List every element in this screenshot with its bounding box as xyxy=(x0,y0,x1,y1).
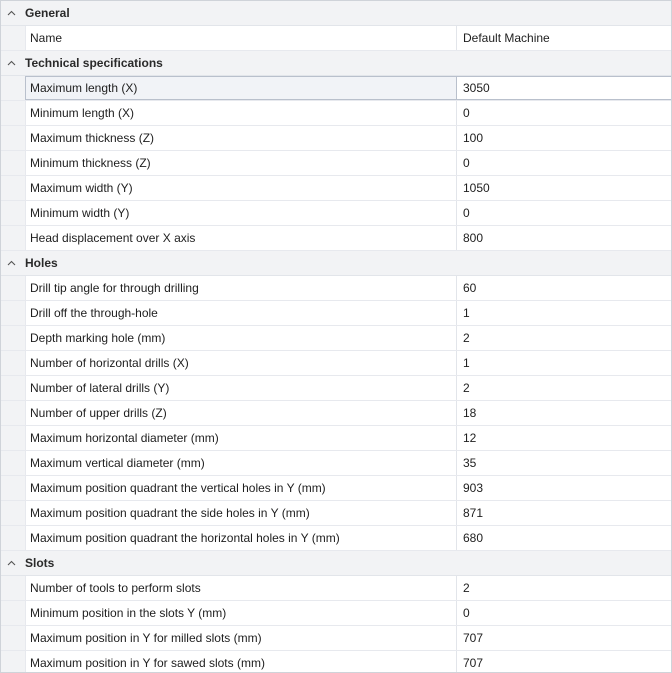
property-row-slot-tools[interactable] xyxy=(1,576,671,601)
property-row-head-displacement[interactable] xyxy=(1,226,671,251)
property-row-drill-tip-angle[interactable] xyxy=(1,276,671,301)
property-value-field[interactable]: 680 xyxy=(463,531,484,545)
property-value-field[interactable]: 12 xyxy=(463,431,477,445)
property-row-vertical-holes-quadrant[interactable] xyxy=(1,476,671,501)
property-row-max-sawed-slot[interactable] xyxy=(1,651,671,673)
property-label: Number of tools to perform slots xyxy=(25,576,457,600)
section-holes xyxy=(1,251,671,551)
property-label: Minimum thickness (Z) xyxy=(25,151,457,175)
property-value-field[interactable]: 18 xyxy=(463,406,477,420)
property-value-field[interactable]: 0 xyxy=(463,206,470,220)
property-row-maximum-thickness-z[interactable] xyxy=(1,126,671,151)
property-value-field[interactable]: 2 xyxy=(463,381,470,395)
property-label: Minimum length (X) xyxy=(25,101,457,125)
property-value-field[interactable]: 2 xyxy=(463,331,470,345)
property-value-field[interactable]: 707 xyxy=(463,656,484,670)
property-row-max-milled-slot[interactable] xyxy=(1,626,671,651)
property-label: Maximum thickness (Z) xyxy=(25,126,457,150)
section-general xyxy=(1,1,671,51)
category-header-general[interactable] xyxy=(1,1,671,26)
category-header-technical-specifications[interactable] xyxy=(1,51,671,76)
property-row-minimum-width-y[interactable] xyxy=(1,201,671,226)
property-value-field[interactable]: 2 xyxy=(463,581,470,595)
property-label: Number of lateral drills (Y) xyxy=(25,376,457,400)
property-value-field[interactable]: 0 xyxy=(463,156,470,170)
chevron-up-icon[interactable] xyxy=(1,51,22,75)
property-value-field[interactable]: 800 xyxy=(463,231,484,245)
property-value-field[interactable]: 871 xyxy=(463,506,484,520)
property-label: Maximum position quadrant the horizontal holes in Y (mm) xyxy=(25,526,457,550)
property-value-field[interactable]: 0 xyxy=(463,606,470,620)
category-title: Technical specifications xyxy=(25,56,163,70)
property-label: Number of upper drills (Z) xyxy=(25,401,457,425)
property-value-field[interactable]: 1 xyxy=(463,306,470,320)
property-label: Maximum position in Y for sawed slots (mm) xyxy=(25,651,457,673)
property-row-maximum-width-y[interactable] xyxy=(1,176,671,201)
category-header-slots[interactable] xyxy=(1,551,671,576)
property-label: Depth marking hole (mm) xyxy=(25,326,457,350)
property-value-field[interactable]: 903 xyxy=(463,481,484,495)
property-row-depth-marking-hole[interactable] xyxy=(1,326,671,351)
section-technical-specifications xyxy=(1,51,671,251)
property-row-max-horizontal-diameter[interactable] xyxy=(1,426,671,451)
section-slots xyxy=(1,551,671,673)
property-label: Maximum vertical diameter (mm) xyxy=(25,451,457,475)
property-value-field[interactable]: 35 xyxy=(463,456,477,470)
property-value-field[interactable]: 0 xyxy=(463,106,470,120)
property-row-horizontal-drills[interactable] xyxy=(1,351,671,376)
property-value-field[interactable]: 3050 xyxy=(457,76,671,100)
property-value-field[interactable]: 100 xyxy=(463,131,484,145)
property-label: Maximum length (X) xyxy=(25,76,457,100)
chevron-up-icon[interactable] xyxy=(1,551,22,575)
property-value-field[interactable]: 1 xyxy=(463,356,470,370)
property-row-name[interactable] xyxy=(1,26,671,51)
property-row-side-holes-quadrant[interactable] xyxy=(1,501,671,526)
property-label: Number of horizontal drills (X) xyxy=(25,351,457,375)
property-row-horizontal-holes-quadrant[interactable] xyxy=(1,526,671,551)
property-row-minimum-length-x[interactable] xyxy=(1,101,671,126)
category-title: Holes xyxy=(25,256,58,270)
property-label: Maximum horizontal diameter (mm) xyxy=(25,426,457,450)
property-label: Maximum position in Y for milled slots (mm) xyxy=(25,626,457,650)
property-row-maximum-length-x[interactable] xyxy=(1,76,671,101)
property-value-field[interactable]: 1050 xyxy=(463,181,490,195)
property-value-field[interactable]: 707 xyxy=(463,631,484,645)
property-label: Head displacement over X axis xyxy=(25,226,457,250)
property-label: Drill tip angle for through drilling xyxy=(25,276,457,300)
category-header-holes[interactable] xyxy=(1,251,671,276)
property-label: Maximum position quadrant the side holes in Y (mm) xyxy=(25,501,457,525)
property-row-upper-drills[interactable] xyxy=(1,401,671,426)
property-label: Minimum position in the slots Y (mm) xyxy=(25,601,457,625)
property-row-lateral-drills[interactable] xyxy=(1,376,671,401)
property-row-min-slot-position[interactable] xyxy=(1,601,671,626)
property-value-field[interactable]: 60 xyxy=(463,281,477,295)
property-row-minimum-thickness-z[interactable] xyxy=(1,151,671,176)
category-title: General xyxy=(25,6,70,20)
property-label: Minimum width (Y) xyxy=(25,201,457,225)
property-label: Maximum position quadrant the vertical holes in Y (mm) xyxy=(25,476,457,500)
chevron-up-icon[interactable] xyxy=(1,251,22,275)
chevron-up-icon[interactable] xyxy=(1,1,22,25)
property-label: Maximum width (Y) xyxy=(25,176,457,200)
property-value-field[interactable]: Default Machine xyxy=(463,31,550,45)
property-row-max-vertical-diameter[interactable] xyxy=(1,451,671,476)
property-row-drill-off-through-hole[interactable] xyxy=(1,301,671,326)
category-title: Slots xyxy=(25,556,55,570)
property-label: Name xyxy=(25,26,457,50)
property-label: Drill off the through-hole xyxy=(25,301,457,325)
